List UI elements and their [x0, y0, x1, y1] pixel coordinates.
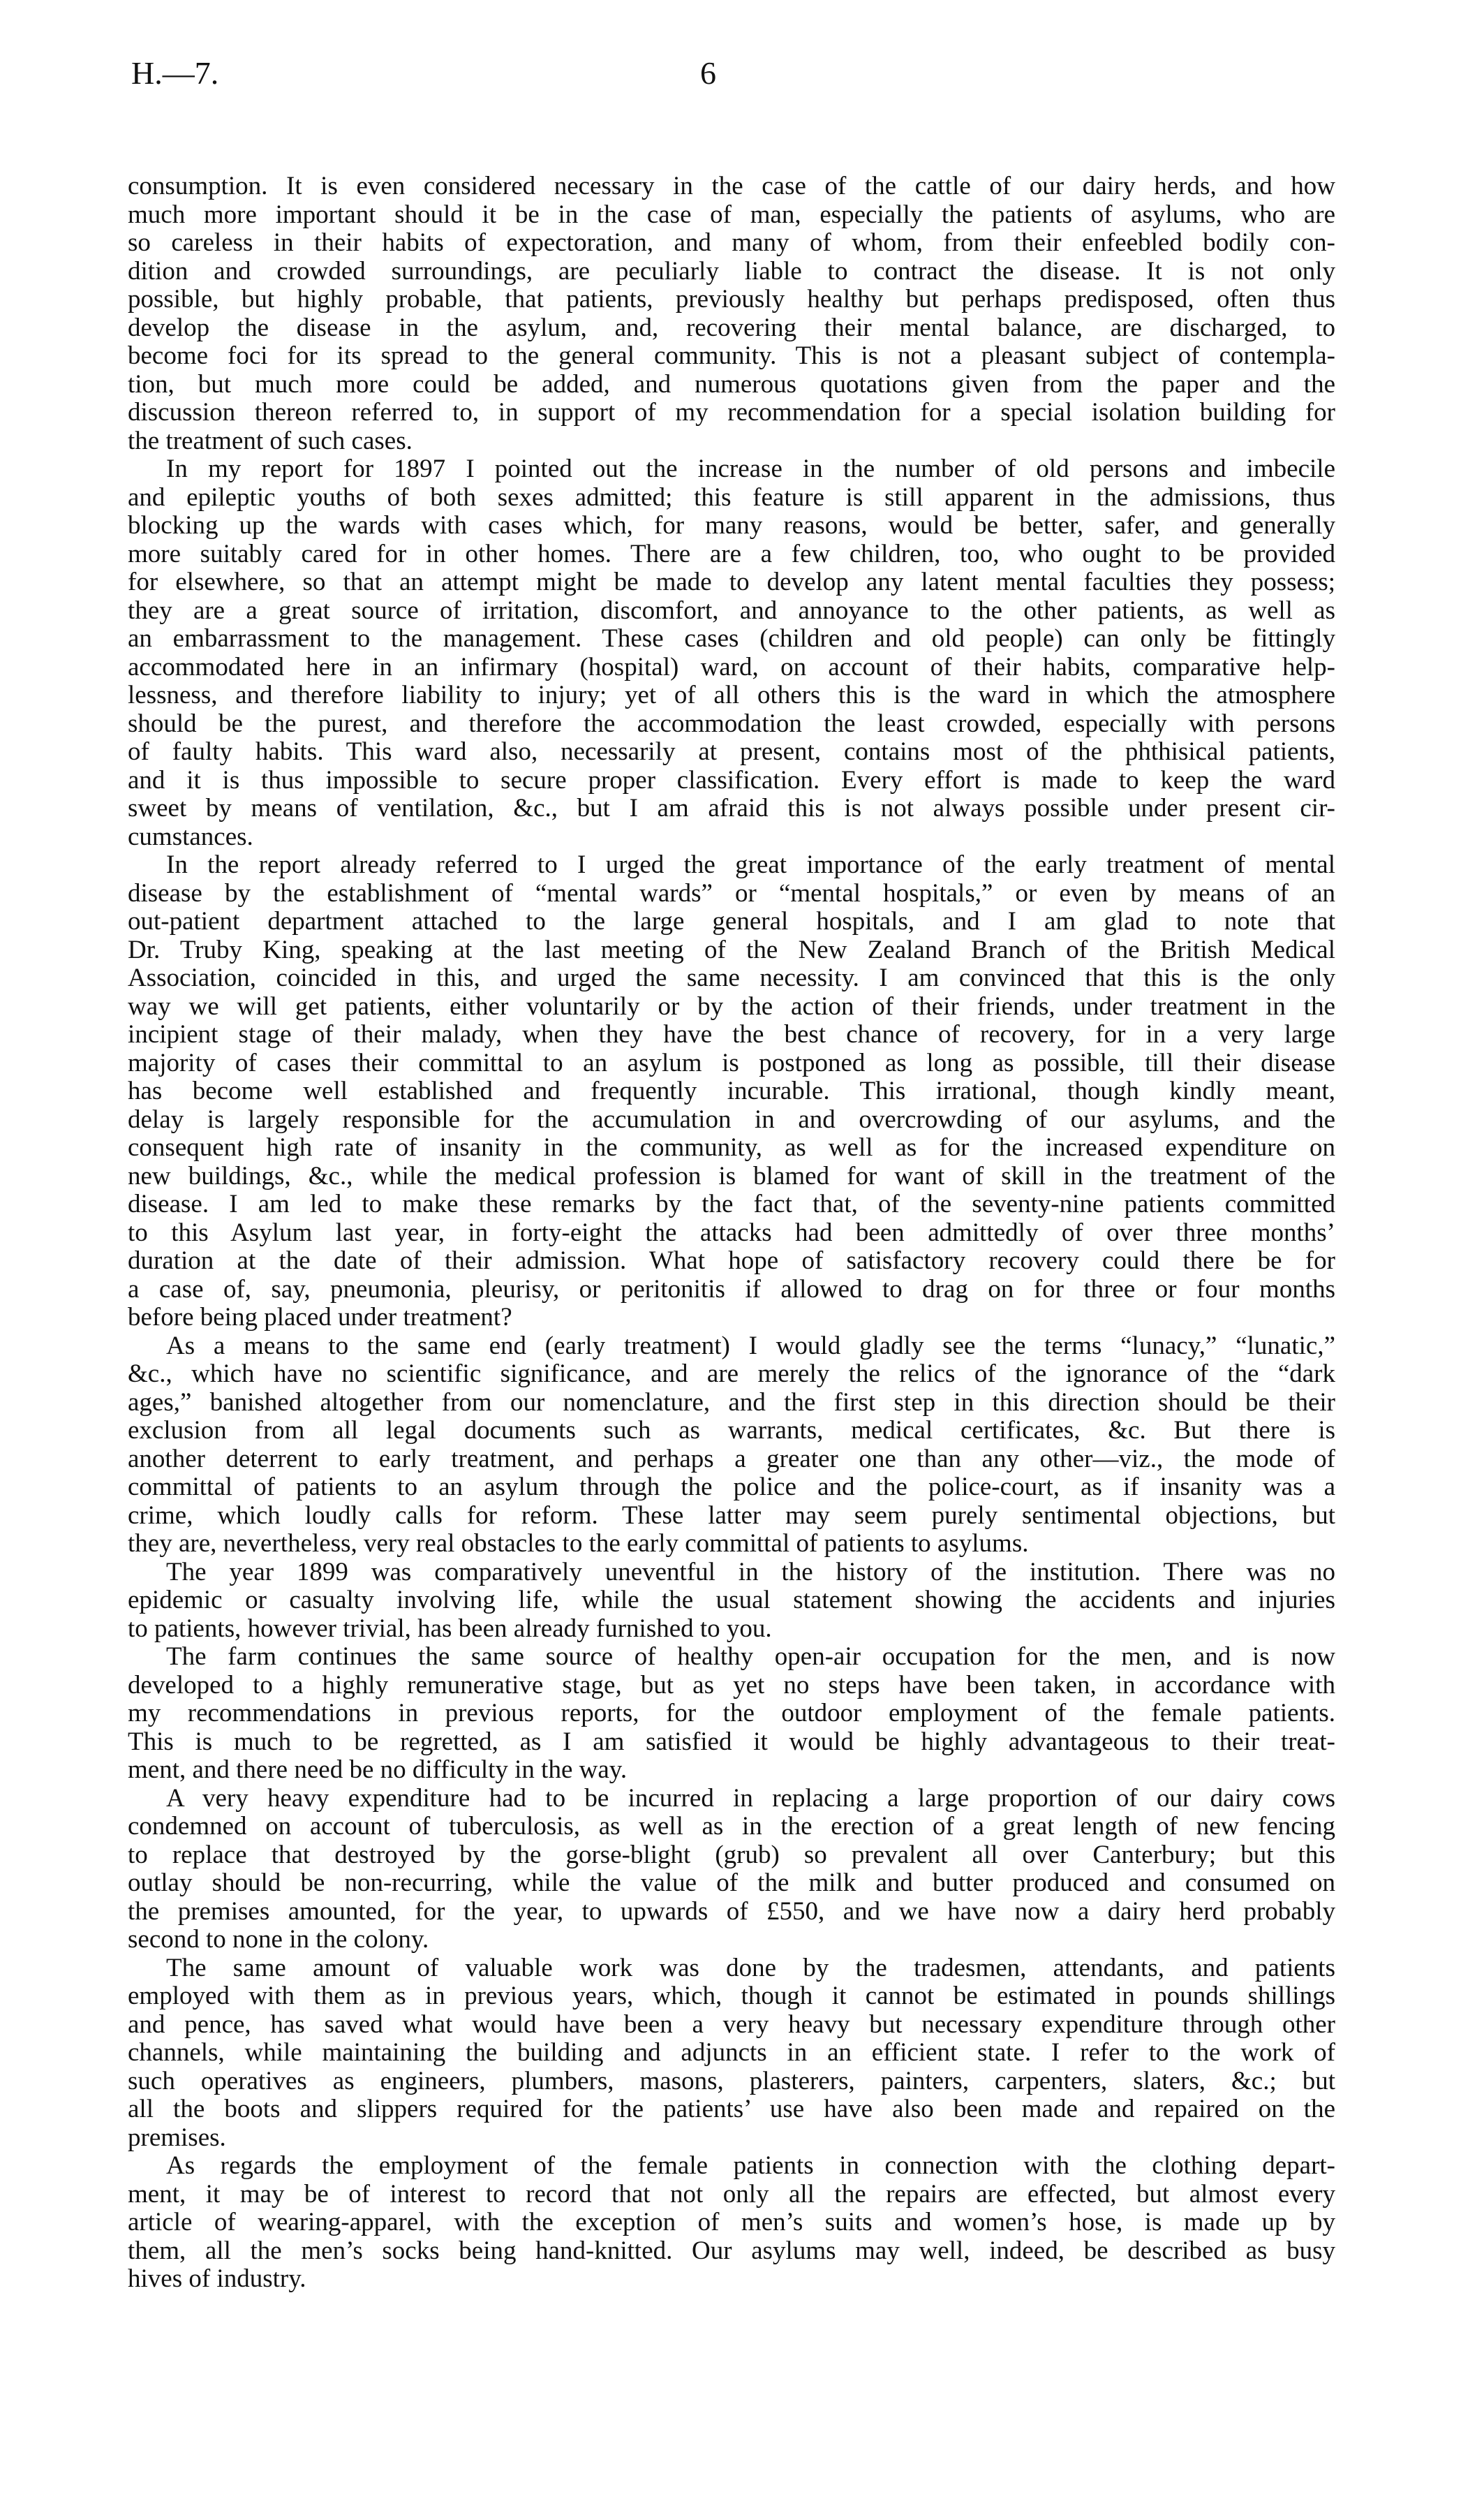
paragraph — [128, 1558, 1335, 1644]
text-line: new buildings, &c., while the medical profession is blamed for want of skill in the treatment of the — [128, 1161, 1335, 1190]
text-line: a case of, say, pneumonia, pleurisy, or peritonitis if allowed to drag on for three or four months — [128, 1274, 1335, 1304]
text-line: In the report already referred to I urged the great importance of the early treatment of mental — [166, 850, 1335, 879]
text-line: they are, nevertheless, very real obstacles to the early committal of patients to asylums. — [128, 1529, 1029, 1558]
text-line: so careless in their habits of expectoration, and many of whom, from their enfeebled bodily con- — [128, 228, 1335, 257]
text-line: In my report for 1897 I pointed out the increase in the number of old persons and imbecile — [166, 455, 1335, 483]
text-line: The same amount of valuable work was done by the tradesmen, attendants, and patients — [166, 1953, 1335, 1982]
text-line: consumption. It is even considered necessary in the case of the cattle of our dairy herds, and how — [128, 172, 1335, 200]
text-line: out-patient department attached to the large general hospitals, and I am glad to note that — [128, 907, 1335, 936]
text-line: dition and crowded surroundings, are peculiarly liable to contract the disease. It is not only — [128, 256, 1335, 286]
text-line: incipient stage of their malady, when they have the best chance of recovery, for in a very large — [128, 1020, 1335, 1049]
text-line: As a means to the same end (early treatment) I would gladly see the terms “lunacy,” “lunatic,” — [166, 1331, 1335, 1360]
text-line: exclusion from all legal documents such as warrants, medical certificates, &c. But there is — [128, 1416, 1335, 1445]
text-line: the treatment of such cases. — [128, 426, 413, 455]
text-line: to replace that destroyed by the gorse-blight (grub) so prevalent all over Canterbury; but this — [128, 1840, 1335, 1869]
text-line: cumstances. — [128, 822, 253, 851]
text-line: to this Asylum last year, in forty-eight the attacks had been admittedly of over three months’ — [128, 1218, 1335, 1247]
paragraph — [128, 1954, 1335, 2153]
text-line: they are a great source of irritation, discomfort, and annoyance to the other patients, as well as — [128, 596, 1335, 625]
text-line: blocking up the wards with cases which, for many reasons, would be better, safer, and generally — [128, 511, 1335, 540]
text-line: consequent high rate of insanity in the community, as well as for the increased expenditure on — [128, 1133, 1335, 1162]
text-line: ages,” banished altogether from our nomenclature, and the first step in this direction should be their — [128, 1387, 1335, 1417]
text-line: employed with them as in previous years, which, though it cannot be estimated in pounds shillings — [128, 1982, 1335, 2010]
paragraph — [128, 455, 1335, 851]
text-line: As regards the employment of the female patients in connection with the clothing depart- — [166, 2151, 1335, 2180]
text-line: A very heavy expenditure had to be incurred in replacing a large proportion of our dairy cows — [166, 1783, 1335, 1813]
paragraph — [128, 2152, 1335, 2294]
text-line: epidemic or casualty involving life, while the usual statement showing the accidents and injuries — [128, 1586, 1335, 1614]
text-line: all the boots and slippers required for the patients’ use have also been made and repaired on the — [128, 2095, 1335, 2123]
text-line: much more important should it be in the case of man, especially the patients of asylums, who are — [128, 200, 1335, 229]
text-line: sweet by means of ventilation, &c., but I am afraid this is not always possible under present cir- — [128, 794, 1335, 823]
text-line: an embarrassment to the management. These cases (children and old people) can only be fittingly — [128, 624, 1335, 653]
page-number: 6 — [700, 55, 716, 91]
text-line: and pence, has saved what would have been a very heavy but necessary expenditure through other — [128, 2010, 1335, 2039]
text-line: disease. I am led to make these remarks by the fact that, of the seventy-nine patients committed — [128, 1190, 1335, 1218]
text-line: to patients, however trivial, has been already furnished to you. — [128, 1614, 772, 1643]
text-line: developed to a highly remunerative stage, but as yet no steps have been taken, in accordance with — [128, 1670, 1335, 1700]
text-line: another deterrent to early treatment, and perhaps a greater one than any other—viz., the mode of — [128, 1444, 1335, 1473]
text-line: way we will get patients, either voluntarily or by the action of their friends, under treatment in the — [128, 992, 1335, 1021]
text-line: Association, coincided in this, and urged the same necessity. I am convinced that this is the only — [128, 964, 1335, 992]
text-line: disease by the establishment of “mental wards” or “mental hospitals,” or even by means of an — [128, 878, 1335, 908]
text-line: more suitably cared for in other homes. There are a few children, too, who ought to be provided — [128, 539, 1335, 568]
text-line: ment, it may be of interest to record that not only all the repairs are effected, but almost every — [128, 2179, 1335, 2209]
text-line: channels, while maintaining the building and adjuncts in an efficient state. I refer to the work of — [128, 2038, 1335, 2067]
text-line: The year 1899 was comparatively uneventful in the history of the institution. There was no — [166, 1557, 1335, 1586]
text-line: majority of cases their committal to an asylum is postponed as long as possible, till their disease — [128, 1048, 1335, 1077]
text-line: possible, but highly probable, that patients, previously healthy but perhaps predisposed, often thus — [128, 285, 1335, 314]
paragraph — [128, 1643, 1335, 1785]
text-line: lessness, and therefore liability to injury; yet of all others this is the ward in which the atmosphere — [128, 681, 1335, 709]
text-line: delay is largely responsible for the accumulation in and overcrowding of our asylums, and the — [128, 1105, 1335, 1134]
text-line: second to none in the colony. — [128, 1925, 429, 1954]
text-line: outlay should be non-recurring, while the value of the milk and butter produced and consumed on — [128, 1868, 1335, 1897]
text-line: become foci for its spread to the general community. This is not a pleasant subject of contempla- — [128, 341, 1335, 370]
text-line: them, all the men’s socks being hand-knitted. Our asylums may well, indeed, be described as busy — [128, 2236, 1335, 2265]
text-line: ment, and there need be no difficulty in the way. — [128, 1755, 628, 1784]
document-code: H.—7. — [131, 55, 219, 91]
paragraph — [128, 1785, 1335, 1954]
text-line: and it is thus impossible to secure proper classification. Every effort is made to keep the ward — [128, 765, 1335, 795]
text-line: crime, which loudly calls for reform. These latter may seem purely sentimental objections, but — [128, 1501, 1335, 1530]
text-line: article of wearing-apparel, with the exception of men’s suits and women’s hose, is made up by — [128, 2208, 1335, 2236]
text-line: such operatives as engineers, plumbers, masons, plasterers, painters, carpenters, slaters, &c.; but — [128, 2066, 1335, 2095]
text-line: duration at the date of their admission. What hope of satisfactory recovery could there be for — [128, 1246, 1335, 1275]
paragraph — [128, 172, 1335, 455]
text-line: my recommendations in previous reports, for the outdoor employment of the female patients. — [128, 1699, 1335, 1727]
paragraph — [128, 1332, 1335, 1558]
text-line: condemned on account of tuberculosis, as well as in the erection of a great length of new fencing — [128, 1812, 1335, 1841]
text-line: discussion thereon referred to, in support of my recommendation for a special isolation building for — [128, 398, 1335, 427]
text-line: the premises amounted, for the year, to upwards of £550, and we have now a dairy herd probably — [128, 1896, 1335, 1926]
text-line: accommodated here in an infirmary (hospital) ward, on account of their habits, comparative help- — [128, 652, 1335, 681]
page-header — [131, 54, 1339, 91]
text-line: and epileptic youths of both sexes admitted; this feature is still apparent in the admissions, thus — [128, 482, 1335, 512]
paragraph — [128, 851, 1335, 1332]
text-line: has become well established and frequently incurable. This irrational, though kindly meant, — [128, 1077, 1335, 1105]
text-line: &c., which have no scientific significance, and are merely the relics of the ignorance of the “dark — [128, 1359, 1335, 1388]
text-line: hives of industry. — [128, 2264, 306, 2293]
text-line: develop the disease in the asylum, and, recovering their mental balance, are discharged, to — [128, 313, 1335, 342]
text-line: for elsewhere, so that an attempt might be made to develop any latent mental faculties they possess; — [128, 568, 1335, 596]
text-line: premises. — [128, 2123, 226, 2152]
text-line: of faulty habits. This ward also, necessarily at present, contains most of the phthisical patients, — [128, 737, 1335, 766]
text-line: tion, but much more could be added, and numerous quotations given from the paper and the — [128, 369, 1335, 399]
text-line: The farm continues the same source of healthy open-air occupation for the men, and is now — [166, 1642, 1335, 1671]
document-body — [128, 172, 1335, 2294]
text-line: This is much to be regretted, as I am satisfied it would be highly advantageous to their treat- — [128, 1727, 1335, 1756]
text-line: should be the purest, and therefore the accommodation the least crowded, especially with persons — [128, 709, 1335, 738]
text-line: before being placed under treatment? — [128, 1303, 512, 1332]
text-line: Dr. Truby King, speaking at the last meeting of the New Zealand Branch of the British Medical — [128, 935, 1335, 964]
text-line: committal of patients to an asylum through the police and the police-court, as if insanity was a — [128, 1473, 1335, 1501]
